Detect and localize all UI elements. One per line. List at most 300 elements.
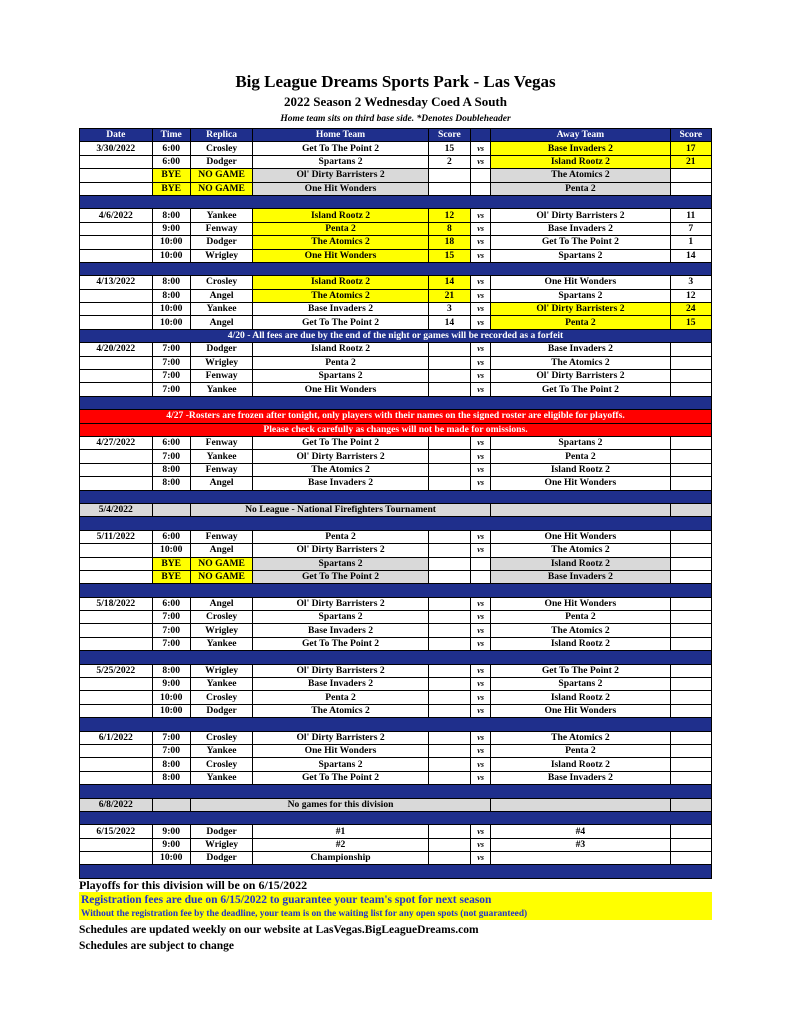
- replica-field: Fenway: [190, 530, 252, 543]
- row-blank: [670, 503, 711, 516]
- replica-field: Fenway: [190, 222, 252, 235]
- home-team: Ol' Dirty Barristers 2: [253, 169, 428, 182]
- away-score: [670, 611, 711, 624]
- header-note: Home team sits on third base side. *Denotes Doubleheader: [280, 114, 511, 124]
- home-team: Championship: [253, 852, 428, 865]
- row-date: [80, 624, 153, 637]
- row-date: [80, 370, 153, 383]
- away-score: [670, 771, 711, 784]
- home-score: [428, 557, 470, 570]
- vs-label: vs: [471, 436, 491, 449]
- away-score: [670, 356, 711, 369]
- home-score: [428, 530, 470, 543]
- away-team: One Hit Wonders: [491, 276, 670, 289]
- spacer-row: [80, 584, 712, 597]
- row-date: 4/6/2022: [80, 209, 153, 222]
- home-score: [428, 838, 470, 851]
- row-date: [80, 356, 153, 369]
- game-time: 7:00: [152, 731, 190, 744]
- row-date: [80, 611, 153, 624]
- home-score: [428, 477, 470, 490]
- spacer-row: [80, 262, 712, 275]
- away-team: Penta 2: [491, 316, 670, 329]
- home-team: Ol' Dirty Barristers 2: [253, 597, 428, 610]
- replica-field: Crosley: [190, 691, 252, 704]
- away-team: Base Invaders 2: [491, 343, 670, 356]
- waiting-list-note: Without the registration fee by the deadline, your team is on the waiting list for any open spots (not guaranteed): [79, 908, 712, 920]
- replica-field: Crosley: [190, 731, 252, 744]
- page-subtitle: 2022 Season 2 Wednesday Coed A South: [284, 94, 507, 109]
- replica-field: Dodger: [190, 155, 252, 168]
- vs-label: [471, 182, 491, 195]
- col-header-home-team: Home Team: [253, 129, 428, 142]
- game-row: [80, 530, 712, 543]
- row-blank: [491, 798, 670, 811]
- replica-field: Dodger: [190, 852, 252, 865]
- vs-label: [471, 570, 491, 583]
- home-team: Spartans 2: [253, 611, 428, 624]
- away-score: [670, 664, 711, 677]
- home-team: Island Rootz 2: [253, 209, 428, 222]
- game-time: 7:00: [152, 356, 190, 369]
- home-team: Spartans 2: [253, 370, 428, 383]
- home-score: 8: [428, 222, 470, 235]
- game-time: 10:00: [152, 249, 190, 262]
- spacer-row: [80, 490, 712, 503]
- home-team: Base Invaders 2: [253, 678, 428, 691]
- vs-label: vs: [471, 731, 491, 744]
- home-score: 21: [428, 289, 470, 302]
- replica-field: Crosley: [190, 142, 252, 155]
- replica-field: Yankee: [190, 637, 252, 650]
- game-row: [80, 155, 712, 168]
- replica-field: Yankee: [190, 303, 252, 316]
- home-team: One Hit Wonders: [253, 744, 428, 757]
- vs-label: vs: [471, 758, 491, 771]
- game-row: [80, 436, 712, 449]
- row-date: 4/13/2022: [80, 276, 153, 289]
- away-team: Spartans 2: [491, 289, 670, 302]
- row-date: [80, 182, 153, 195]
- game-time: 9:00: [152, 222, 190, 235]
- bye-row: [80, 557, 712, 570]
- game-time: 7:00: [152, 744, 190, 757]
- row-date: 5/18/2022: [80, 597, 153, 610]
- vs-label: vs: [471, 276, 491, 289]
- vs-label: vs: [471, 477, 491, 490]
- home-score: [428, 169, 470, 182]
- home-team: Penta 2: [253, 530, 428, 543]
- home-team: Island Rootz 2: [253, 276, 428, 289]
- home-team: Get To The Point 2: [253, 142, 428, 155]
- vs-label: vs: [471, 222, 491, 235]
- home-team: The Atomics 2: [253, 236, 428, 249]
- vs-label: vs: [471, 611, 491, 624]
- spacer-row: [80, 811, 712, 824]
- row-date: [80, 169, 153, 182]
- row-date: [80, 477, 153, 490]
- away-score: [670, 343, 711, 356]
- game-row: [80, 222, 712, 235]
- home-score: 15: [428, 142, 470, 155]
- row-date: 6/1/2022: [80, 731, 153, 744]
- row-date: [80, 450, 153, 463]
- home-team: One Hit Wonders: [253, 383, 428, 396]
- vs-label: vs: [471, 691, 491, 704]
- col-header-vs: [471, 129, 491, 142]
- home-team: The Atomics 2: [253, 463, 428, 476]
- replica-field: Wrigley: [190, 838, 252, 851]
- row-date: [80, 222, 153, 235]
- replica-field: Yankee: [190, 209, 252, 222]
- no-game-label: NO GAME: [190, 570, 252, 583]
- home-score: 15: [428, 249, 470, 262]
- away-team: Island Rootz 2: [491, 463, 670, 476]
- no-league-row: [80, 798, 712, 811]
- row-date: [80, 838, 153, 851]
- row-blank: [670, 798, 711, 811]
- away-team: Base Invaders 2: [491, 570, 670, 583]
- home-score: [428, 182, 470, 195]
- home-score: [428, 463, 470, 476]
- row-date: 6/15/2022: [80, 825, 153, 838]
- away-score: [670, 597, 711, 610]
- row-date: [80, 236, 153, 249]
- vs-label: vs: [471, 289, 491, 302]
- page-title: Big League Dreams Sports Park - Las Vegas: [235, 72, 556, 91]
- away-team: Island Rootz 2: [491, 758, 670, 771]
- game-time: 7:00: [152, 383, 190, 396]
- replica-field: Crosley: [190, 758, 252, 771]
- away-score: [670, 744, 711, 757]
- game-row: [80, 276, 712, 289]
- home-score: 3: [428, 303, 470, 316]
- row-date: [80, 852, 153, 865]
- vs-label: vs: [471, 597, 491, 610]
- home-team: Ol' Dirty Barristers 2: [253, 664, 428, 677]
- bye-label: BYE: [152, 570, 190, 583]
- col-header-away-score: Score: [670, 129, 711, 142]
- away-score: [670, 731, 711, 744]
- away-team: Penta 2: [491, 182, 670, 195]
- replica-field: Dodger: [190, 343, 252, 356]
- home-team: Penta 2: [253, 356, 428, 369]
- game-time: 7:00: [152, 611, 190, 624]
- row-date: 4/27/2022: [80, 436, 153, 449]
- bye-label: BYE: [152, 169, 190, 182]
- replica-field: Dodger: [190, 236, 252, 249]
- col-header-home-score: Score: [428, 129, 470, 142]
- game-row: [80, 249, 712, 262]
- home-score: [428, 343, 470, 356]
- replica-field: Yankee: [190, 744, 252, 757]
- away-team: [491, 852, 670, 865]
- row-date: [80, 704, 153, 717]
- away-team: Island Rootz 2: [491, 637, 670, 650]
- game-row: [80, 463, 712, 476]
- home-score: [428, 758, 470, 771]
- replica-field: Fenway: [190, 463, 252, 476]
- vs-label: vs: [471, 249, 491, 262]
- away-score: [670, 530, 711, 543]
- game-row: [80, 544, 712, 557]
- replica-field: Angel: [190, 477, 252, 490]
- away-score: [670, 557, 711, 570]
- spacer-cell: [80, 584, 712, 597]
- game-time: 8:00: [152, 758, 190, 771]
- vs-label: vs: [471, 624, 491, 637]
- game-time: 6:00: [152, 530, 190, 543]
- game-time: 7:00: [152, 637, 190, 650]
- away-score: [670, 370, 711, 383]
- vs-label: vs: [471, 370, 491, 383]
- subject-to-change-note: Schedules are subject to change: [79, 940, 235, 952]
- away-score: [670, 544, 711, 557]
- vs-label: vs: [471, 303, 491, 316]
- fee-notice-text: 4/20 - All fees are due by the end of the night or games will be recorded as a forfeit: [80, 329, 712, 342]
- away-team: Get To The Point 2: [491, 383, 670, 396]
- row-blank: [152, 798, 190, 811]
- game-time: 8:00: [152, 771, 190, 784]
- replica-field: Dodger: [190, 704, 252, 717]
- row-date: [80, 383, 153, 396]
- away-team: Penta 2: [491, 450, 670, 463]
- spacer-row: [80, 517, 712, 530]
- away-team: Island Rootz 2: [491, 691, 670, 704]
- game-row: [80, 744, 712, 757]
- away-score: [670, 825, 711, 838]
- row-date: [80, 155, 153, 168]
- game-row: [80, 758, 712, 771]
- game-time: 9:00: [152, 825, 190, 838]
- game-time: 9:00: [152, 678, 190, 691]
- away-team: Spartans 2: [491, 678, 670, 691]
- game-row: [80, 825, 712, 838]
- away-team: Penta 2: [491, 611, 670, 624]
- spacer-cell: [80, 195, 712, 208]
- vs-label: vs: [471, 343, 491, 356]
- game-row: [80, 236, 712, 249]
- spacer-cell: [80, 785, 712, 798]
- vs-label: vs: [471, 450, 491, 463]
- game-row: [80, 370, 712, 383]
- away-team: #3: [491, 838, 670, 851]
- away-score: [670, 383, 711, 396]
- game-time: 10:00: [152, 236, 190, 249]
- home-score: [428, 436, 470, 449]
- home-team: Base Invaders 2: [253, 477, 428, 490]
- home-team: Island Rootz 2: [253, 343, 428, 356]
- game-row: [80, 704, 712, 717]
- game-row: [80, 624, 712, 637]
- game-row: [80, 477, 712, 490]
- vs-label: vs: [471, 678, 491, 691]
- game-time: 10:00: [152, 852, 190, 865]
- replica-field: Fenway: [190, 370, 252, 383]
- away-score: [670, 637, 711, 650]
- replica-field: Angel: [190, 544, 252, 557]
- game-time: 8:00: [152, 463, 190, 476]
- bye-row: [80, 169, 712, 182]
- home-team: Base Invaders 2: [253, 624, 428, 637]
- registration-note: Registration fees are due on 6/15/2022 to guarantee your team's spot for next season: [79, 892, 712, 908]
- away-score: 12: [670, 289, 711, 302]
- game-row: [80, 611, 712, 624]
- away-team: Base Invaders 2: [491, 771, 670, 784]
- row-date: [80, 691, 153, 704]
- spacer-cell: [80, 811, 712, 824]
- bye-row: [80, 570, 712, 583]
- away-score: 14: [670, 249, 711, 262]
- row-date: 3/30/2022: [80, 142, 153, 155]
- game-time: 9:00: [152, 838, 190, 851]
- game-time: 6:00: [152, 436, 190, 449]
- away-score: [670, 691, 711, 704]
- home-team: Get To The Point 2: [253, 316, 428, 329]
- row-date: [80, 303, 153, 316]
- bye-label: BYE: [152, 557, 190, 570]
- row-date: [80, 771, 153, 784]
- away-team: Ol' Dirty Barristers 2: [491, 303, 670, 316]
- replica-field: Yankee: [190, 771, 252, 784]
- home-team: Get To The Point 2: [253, 436, 428, 449]
- vs-label: vs: [471, 664, 491, 677]
- home-team: The Atomics 2: [253, 704, 428, 717]
- game-row: [80, 637, 712, 650]
- away-team: One Hit Wonders: [491, 530, 670, 543]
- away-team: The Atomics 2: [491, 544, 670, 557]
- game-time: 6:00: [152, 142, 190, 155]
- vs-label: vs: [471, 463, 491, 476]
- row-blank: [152, 503, 190, 516]
- home-score: [428, 731, 470, 744]
- home-score: [428, 704, 470, 717]
- home-team: Base Invaders 2: [253, 303, 428, 316]
- schedule-table: [79, 128, 712, 879]
- home-score: [428, 744, 470, 757]
- no-league-text: No games for this division: [190, 798, 490, 811]
- row-blank: [491, 503, 670, 516]
- home-team: #2: [253, 838, 428, 851]
- vs-label: vs: [471, 209, 491, 222]
- roster-alert-row: [80, 423, 712, 436]
- col-header-away-team: Away Team: [491, 129, 670, 142]
- away-score: [670, 450, 711, 463]
- away-score: [670, 169, 711, 182]
- spacer-row: [80, 785, 712, 798]
- away-team: Island Rootz 2: [491, 557, 670, 570]
- away-team: #4: [491, 825, 670, 838]
- home-score: [428, 624, 470, 637]
- home-team: The Atomics 2: [253, 289, 428, 302]
- game-row: [80, 731, 712, 744]
- away-team: The Atomics 2: [491, 624, 670, 637]
- away-team: Ol' Dirty Barristers 2: [491, 209, 670, 222]
- spacer-row: [80, 718, 712, 731]
- vs-label: vs: [471, 356, 491, 369]
- no-game-label: NO GAME: [190, 169, 252, 182]
- vs-label: [471, 557, 491, 570]
- replica-field: Angel: [190, 597, 252, 610]
- home-score: [428, 597, 470, 610]
- home-team: Spartans 2: [253, 758, 428, 771]
- spacer-row: [80, 396, 712, 409]
- away-score: 7: [670, 222, 711, 235]
- vs-label: vs: [471, 155, 491, 168]
- col-header-replica: Replica: [190, 129, 252, 142]
- game-time: 6:00: [152, 155, 190, 168]
- away-score: 17: [670, 142, 711, 155]
- replica-field: Crosley: [190, 611, 252, 624]
- away-team: Spartans 2: [491, 436, 670, 449]
- game-time: 8:00: [152, 289, 190, 302]
- row-date: [80, 678, 153, 691]
- home-score: 14: [428, 276, 470, 289]
- game-time: 7:00: [152, 343, 190, 356]
- home-team: Penta 2: [253, 691, 428, 704]
- col-header-date: Date: [80, 129, 153, 142]
- game-row: [80, 597, 712, 610]
- game-row: [80, 450, 712, 463]
- away-team: One Hit Wonders: [491, 704, 670, 717]
- away-score: [670, 758, 711, 771]
- spacer-cell: [80, 651, 712, 664]
- row-date: [80, 758, 153, 771]
- game-time: 10:00: [152, 704, 190, 717]
- game-time: 8:00: [152, 209, 190, 222]
- replica-field: Wrigley: [190, 624, 252, 637]
- away-score: [670, 477, 711, 490]
- away-score: [670, 436, 711, 449]
- home-score: 12: [428, 209, 470, 222]
- vs-label: vs: [471, 544, 491, 557]
- game-time: 8:00: [152, 276, 190, 289]
- row-date: [80, 544, 153, 557]
- replica-field: Dodger: [190, 825, 252, 838]
- roster-alert-row: [80, 410, 712, 423]
- bye-row: [80, 182, 712, 195]
- game-row: [80, 383, 712, 396]
- away-score: [670, 570, 711, 583]
- replica-field: Yankee: [190, 450, 252, 463]
- home-team: Ol' Dirty Barristers 2: [253, 731, 428, 744]
- vs-label: vs: [471, 316, 491, 329]
- game-row: [80, 316, 712, 329]
- away-score: [670, 852, 711, 865]
- away-team: The Atomics 2: [491, 731, 670, 744]
- game-row: [80, 771, 712, 784]
- home-score: 14: [428, 316, 470, 329]
- row-date: [80, 463, 153, 476]
- game-time: 8:00: [152, 477, 190, 490]
- home-team: Ol' Dirty Barristers 2: [253, 544, 428, 557]
- home-score: 18: [428, 236, 470, 249]
- home-score: [428, 771, 470, 784]
- away-team: Get To The Point 2: [491, 236, 670, 249]
- vs-label: vs: [471, 744, 491, 757]
- spacer-cell: [80, 865, 712, 878]
- website-note: Schedules are updated weekly on our website at LasVegas.BigLeagueDreams.com: [79, 924, 479, 936]
- home-team: Ol' Dirty Barristers 2: [253, 450, 428, 463]
- spacer-cell: [80, 490, 712, 503]
- vs-label: vs: [471, 236, 491, 249]
- row-date: [80, 289, 153, 302]
- game-time: 7:00: [152, 624, 190, 637]
- replica-field: Angel: [190, 289, 252, 302]
- fee-notice-row: [80, 329, 712, 342]
- home-score: [428, 356, 470, 369]
- game-row: [80, 852, 712, 865]
